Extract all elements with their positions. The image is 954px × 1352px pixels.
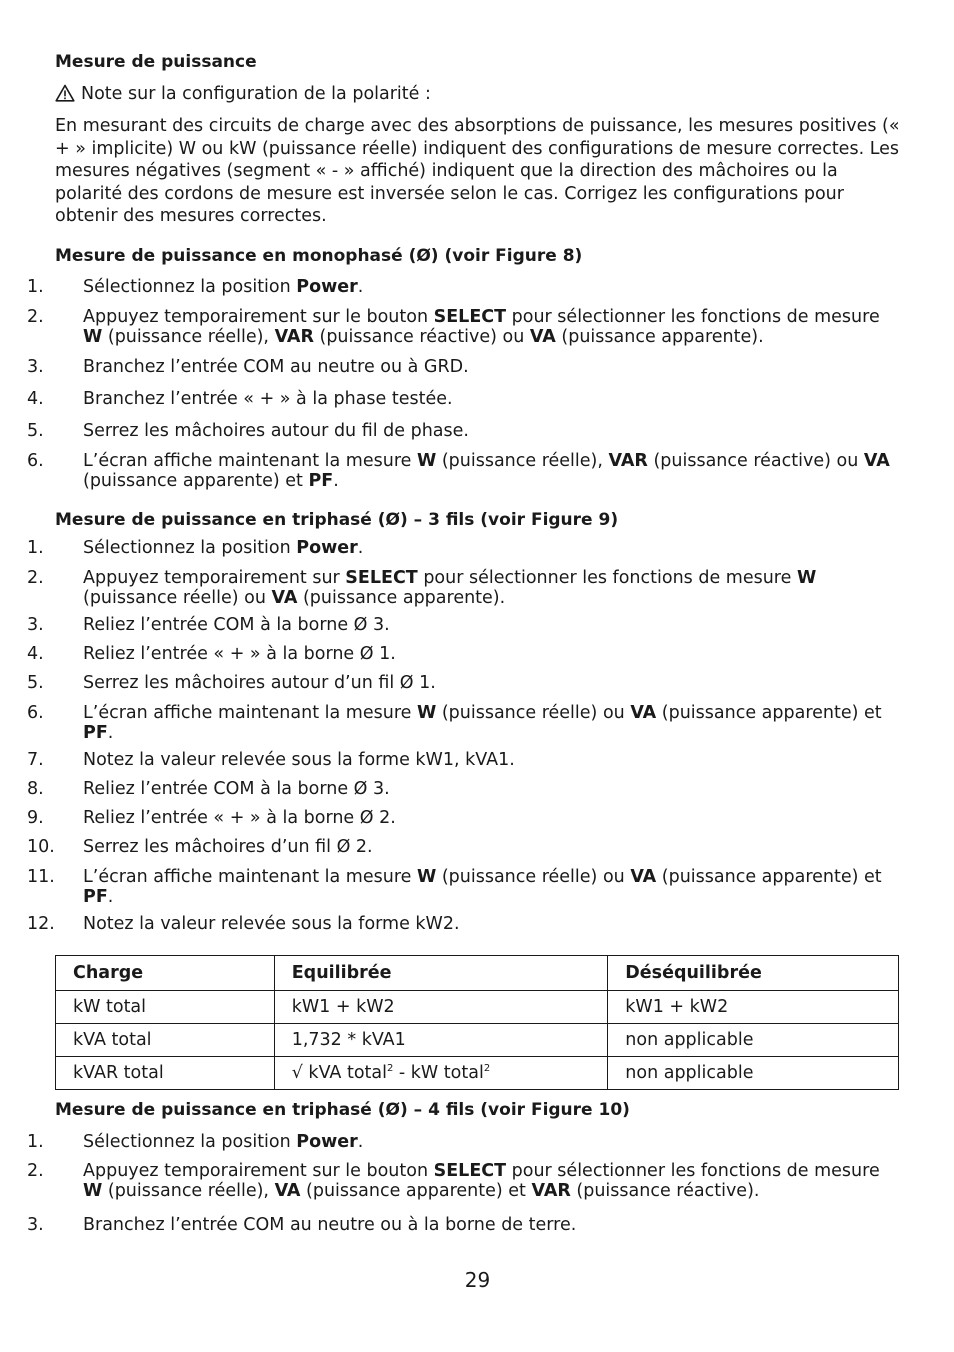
step-number: 3. <box>27 357 44 377</box>
table-cell: non applicable <box>608 1024 899 1057</box>
step-keyword: VAR <box>274 326 314 347</box>
step-text: (puissance apparente) et <box>656 703 882 723</box>
step-text: (puissance apparente) et <box>300 1180 532 1201</box>
step-number: 4. <box>27 389 44 409</box>
superscript: 2 <box>483 1063 491 1074</box>
step-text: . <box>107 886 114 907</box>
list-item <box>27 837 900 858</box>
step-text: . <box>357 277 364 297</box>
table-row <box>56 1024 899 1057</box>
step-keyword: Power <box>296 277 358 297</box>
list-item <box>27 808 900 829</box>
list-item <box>27 307 900 347</box>
table-cell: kW1 + kW2 <box>274 991 608 1024</box>
list-item <box>27 673 900 694</box>
step-text: Branchez l’entrée « + » à la phase testée. <box>83 389 453 409</box>
list-item <box>27 277 900 298</box>
step-text: . <box>357 1132 364 1152</box>
table-row <box>56 1057 899 1090</box>
step-text: (puissance réelle), <box>102 326 275 347</box>
step-text: Appuyez temporairement sur le bouton <box>83 307 434 327</box>
step-number: 9. <box>27 808 44 828</box>
step-number: 5. <box>27 421 44 441</box>
step-text: (puissance réactive). <box>570 1180 760 1201</box>
step-keyword: VA <box>863 451 890 471</box>
table-row <box>56 991 899 1024</box>
step-number: 2. <box>27 1161 44 1181</box>
step-number: 2. <box>27 307 44 327</box>
step-keyword: VA <box>274 1180 301 1201</box>
step-keyword: PF <box>83 886 108 907</box>
step-keyword: W <box>416 867 437 887</box>
polarity-note-text: Note sur la configuration de la polarité : <box>81 84 431 104</box>
step-keyword: SELECT <box>345 568 418 588</box>
step-text: (puissance apparente) et <box>83 470 309 491</box>
step-keyword: VA <box>630 703 657 723</box>
step-number: 11. <box>27 867 55 887</box>
list-item <box>27 451 900 491</box>
list-item <box>27 389 900 410</box>
step-text: Reliez l’entrée « + » à la borne Ø 2. <box>83 808 396 828</box>
table-cell: kW1 + kW2 <box>608 991 899 1024</box>
step-number: 6. <box>27 703 44 723</box>
list-item <box>27 615 900 636</box>
table-cell: kVAR total <box>56 1057 275 1090</box>
list-item <box>27 357 900 378</box>
table-header-row <box>56 956 899 991</box>
step-text: Notez la valeur relevée sous la forme kW2. <box>83 914 460 934</box>
step-text: Appuyez temporairement sur <box>83 568 346 588</box>
step-keyword: VAR <box>531 1180 571 1201</box>
list-item <box>27 1215 900 1236</box>
table-header-cell: Déséquilibrée <box>608 956 899 991</box>
step-text: (puissance réelle) ou <box>436 867 631 887</box>
step-text: Reliez l’entrée COM à la borne Ø 3. <box>83 615 390 635</box>
step-keyword: PF <box>308 470 334 491</box>
power-table <box>55 955 899 1090</box>
step-number: 7. <box>27 750 44 770</box>
table-cell: non applicable <box>608 1057 899 1090</box>
table-cell-formula <box>274 1057 608 1090</box>
step-number: 3. <box>27 1215 44 1235</box>
step-keyword: W <box>416 703 437 723</box>
polarity-paragraph: En mesurant des circuits de charge avec des absorptions de puissance, les mesures positives (« + » implicite) W ou kW (puissance réelle) indiquent des configurations de mesure correctes. Les mesures négatives (segment « - » affiché) indiquent que la direction des mâchoires ou la polarité des cordons de mesure est inversée selon le cas. Corrigez les configurations pour obtenir des mesures correctes. <box>55 116 900 227</box>
step-text: (puissance réactive) ou <box>313 326 530 347</box>
step-text: pour sélectionner les fonctions de mesure <box>506 1161 880 1181</box>
step-number: 1. <box>27 538 44 558</box>
table-cell: 1,732 * kVA1 <box>274 1024 608 1057</box>
step-text: Serrez les mâchoires d’un fil Ø 2. <box>83 837 373 857</box>
step-text: (puissance réactive) ou <box>647 451 864 471</box>
step-text: pour sélectionner les fonctions de mesure <box>417 568 797 588</box>
table-cell: kVA total <box>56 1024 275 1057</box>
step-text: Notez la valeur relevée sous la forme kW1, kVA1. <box>83 750 515 770</box>
step-number: 2. <box>27 568 44 588</box>
step-text: pour sélectionner les fonctions de mesure <box>506 307 880 327</box>
step-number: 10. <box>27 837 55 857</box>
step-keyword: Power <box>296 538 358 558</box>
step-number: 8. <box>27 779 44 799</box>
formula-part: √ kVA total <box>291 1063 387 1083</box>
step-text: Serrez les mâchoires autour d’un fil Ø 1. <box>83 673 436 693</box>
power-heading: Mesure de puissance <box>55 52 257 72</box>
step-text: L’écran affiche maintenant la mesure <box>83 451 417 471</box>
step-keyword: VAR <box>608 451 648 471</box>
step-text: . <box>107 722 114 743</box>
warning-icon <box>55 84 75 109</box>
step-text: Serrez les mâchoires autour du fil de phase. <box>83 421 469 441</box>
superscript: 2 <box>386 1063 394 1074</box>
step-text: Branchez l’entrée COM au neutre ou à la borne de terre. <box>83 1215 577 1235</box>
step-text: L’écran affiche maintenant la mesure <box>83 867 417 887</box>
step-keyword: VA <box>630 867 657 887</box>
list-item <box>27 1132 900 1153</box>
step-keyword: SELECT <box>433 1161 507 1181</box>
list-item <box>27 779 900 800</box>
step-number: 1. <box>27 277 44 297</box>
step-keyword: W <box>416 451 437 471</box>
step-text: (puissance apparente). <box>297 587 506 608</box>
list-item <box>27 538 900 559</box>
list-item <box>27 750 900 771</box>
table-header-cell: Equilibrée <box>274 956 608 991</box>
list-item <box>27 421 900 442</box>
step-number: 12. <box>27 914 55 934</box>
step-text: (puissance réelle), <box>436 451 609 471</box>
list-item <box>27 644 900 665</box>
step-number: 5. <box>27 673 44 693</box>
step-text: Sélectionnez la position <box>83 1132 297 1152</box>
polarity-note <box>55 83 431 109</box>
step-number: 6. <box>27 451 44 471</box>
step-text: Sélectionnez la position <box>83 277 297 297</box>
step-keyword: PF <box>83 722 108 743</box>
step-text: (puissance apparente) et <box>656 867 882 887</box>
step-number: 4. <box>27 644 44 664</box>
table-header-cell: Charge <box>56 956 275 991</box>
step-keyword: W <box>83 326 103 347</box>
step-text: (puissance réelle), <box>102 1180 275 1201</box>
step-text: (puissance réelle) ou <box>436 703 631 723</box>
step-keyword: VA <box>529 326 556 347</box>
step-text: . <box>333 470 339 491</box>
step-keyword: Power <box>296 1132 358 1152</box>
list-item <box>27 914 900 935</box>
step-text: Reliez l’entrée COM à la borne Ø 3. <box>83 779 390 799</box>
mono-heading: Mesure de puissance en monophasé (Ø) (voir Figure 8) <box>55 246 583 266</box>
step-text: L’écran affiche maintenant la mesure <box>83 703 417 723</box>
step-keyword: VA <box>271 587 298 608</box>
step-keyword: W <box>83 1180 103 1201</box>
list-item <box>27 703 900 743</box>
step-text: Reliez l’entrée « + » à la borne Ø 1. <box>83 644 396 664</box>
tri4-heading: Mesure de puissance en triphasé (Ø) – 4 fils (voir Figure 10) <box>55 1100 630 1120</box>
list-item <box>27 568 900 608</box>
tri3-heading: Mesure de puissance en triphasé (Ø) – 3 fils (voir Figure 9) <box>55 510 619 530</box>
step-text: Branchez l’entrée COM au neutre ou à GRD. <box>83 357 469 377</box>
list-item <box>27 1161 900 1201</box>
formula-part: - kW total <box>393 1063 484 1083</box>
step-text: . <box>357 538 364 558</box>
step-number: 3. <box>27 615 44 635</box>
list-item <box>27 867 900 907</box>
step-keyword: SELECT <box>433 307 507 327</box>
step-text: Sélectionnez la position <box>83 538 297 558</box>
step-text: Appuyez temporairement sur le bouton <box>83 1161 434 1181</box>
step-text: (puissance réelle) ou <box>83 587 272 608</box>
step-number: 1. <box>27 1132 44 1152</box>
table-cell: kW total <box>56 991 275 1024</box>
step-keyword: W <box>796 568 817 588</box>
step-text: (puissance apparente). <box>555 326 764 347</box>
page-number: 29 <box>464 1268 491 1292</box>
